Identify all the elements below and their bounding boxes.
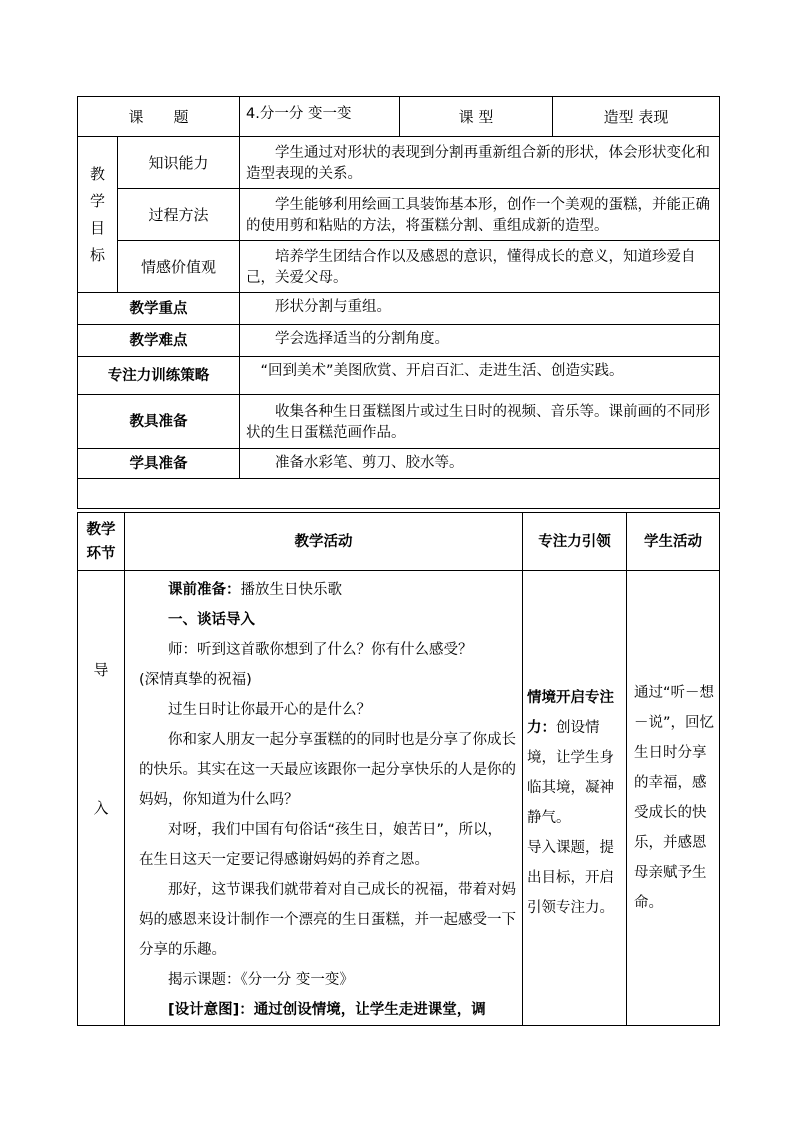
type-label: 课 型 [400,97,553,137]
goals-side-char: 目 [89,218,105,237]
row-label: 教具准备 [78,395,240,449]
activity-paragraph: (深情真挚的祝福) [139,672,252,688]
stage-header [78,513,125,571]
stage-header-line: 教学 [86,521,116,538]
activity-paragraph: 你和家人朋友一起分享蛋糕的的同时也是分享了你成长的快乐。其实在这一天最应该跟你一起分享快乐的人是你的妈妈，你知道为什么吗？ [139,732,516,808]
goals-side-label [78,137,118,293]
prep-label: 课前准备： [168,582,241,598]
teaching-process-table [77,512,720,1026]
guide-header: 专注力引领 [523,513,627,571]
row-text: 准备水彩笔、剪刀、胶水等。 [240,449,720,479]
activity-paragraph: 对呀，我们中国有句俗话“孩生日，娘苦日”，所以，在生日这天一定要记得感谢妈妈的养育之恩。 [139,822,503,868]
row-label: 学具准备 [78,449,240,479]
goals-side-char: 标 [89,245,105,264]
goal-text: 培养学生团结合作以及感恩的意识，懂得成长的意义，知道珍爱自己，关爱父母。 [240,241,720,293]
student-cell: 通过“听－想－说”，回忆生日时分享的幸福，感受成长的快乐，并感恩母亲赋予生命。 [627,571,720,1026]
spacer-row [78,479,720,509]
goal-text: 学生能够利用绘画工具装饰基本形，创作一个美观的蛋糕，并能正确的使用剪和粘贴的方法，将蛋糕分割、重组成新的造型。 [240,189,720,241]
row-text: 形状分割与重组。 [240,293,720,325]
goals-side-char: 教 [89,164,105,183]
design-intent: [设计意图]：通过创设情境，让学生走进课堂，调 [168,1002,486,1018]
prep-text: 播放生日快乐歌 [240,582,342,598]
guide-cell [523,571,627,1026]
guide-text: 创设情境，让学生身临其境，凝神静气。 [527,720,614,826]
lesson-info-table [77,96,720,509]
row-text: 学会选择适当的分割角度。 [240,325,720,357]
stage-char: 入 [93,799,109,817]
goal-label: 知识能力 [118,137,240,189]
guide-bold: 情境开启专注力： [527,690,614,736]
stage-header-line: 环节 [86,545,116,562]
guide-text: 导入课题，提出目标，开启引领专注力。 [527,840,614,916]
activity-paragraph: 过生日时让你最开心的是什么？ [168,702,371,718]
row-text: 收集各种生日蛋糕图片或过生日时的视频、音乐等。课前画的不同形状的生日蛋糕范画作品。 [240,395,720,449]
type-value: 造型 表现 [553,97,720,137]
goal-label: 情感价值观 [118,241,240,293]
topic-label: 课 题 [78,97,240,137]
goal-text: 学生通过对形状的表现到分割再重新组合新的形状，体会形状变化和造型表现的关系。 [240,137,720,189]
section-heading: 一、谈话导入 [168,612,255,628]
topic-value: 4.分一分 变一变 [240,97,400,137]
row-text: “回到美术”美图欣赏、开启百汇、走进生活、创造实践。 [240,357,720,395]
row-label: 教学难点 [78,325,240,357]
row-label: 教学重点 [78,293,240,325]
stage-char: 导 [93,661,109,679]
goals-side-char: 学 [89,191,105,210]
row-label: 专注力训练策略 [78,357,240,395]
student-header: 学生活动 [627,513,720,571]
stage-cell [78,571,125,1026]
activity-cell [125,571,523,1026]
goal-label: 过程方法 [118,189,240,241]
activity-paragraph: 那好，这节课我们就带着对自己成长的祝福，带着对妈妈的感恩来设计制作一个漂亮的生日蛋糕，并一起感受一下分享的乐趣。 [139,882,516,958]
activity-paragraph: 揭示课题：《分一分 变一变》 [168,972,354,988]
activity-header: 教学活动 [125,513,523,571]
activity-paragraph: 师：听到这首歌你想到了什么？你有什么感受？ [168,642,473,658]
